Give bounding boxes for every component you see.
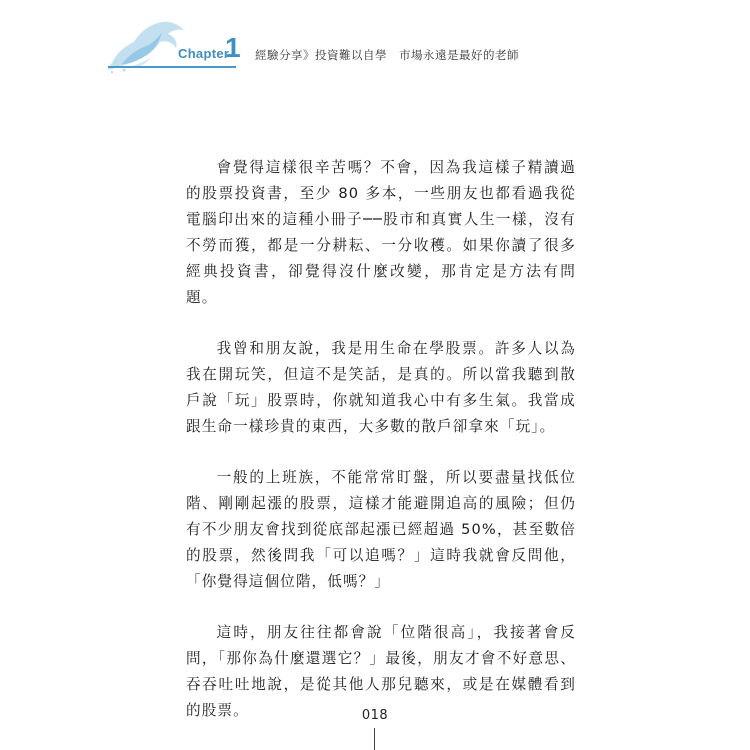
chapter-label: Chapter (178, 46, 230, 61)
paragraph: 會覺得這樣很辛苦嗎？不會，因為我這樣子精讀過的股票投資書，至少 80 多本，一些朋友也都看過我從電腦印出來的這種小冊子──股市和真實人生一樣，沒有不勞而獲，都是一分耕耘、一分收穫。如果你讀了很多經典投資書，卻覺得沒什麼改變，那肯定是方法有問題。 (186, 159, 576, 306)
paragraph: 這時，朋友往往都會說「位階很高」，我接著會反問，「那你為什麼還選它？」最後，朋友才會不好意思、吞吞吐吐地說，是從其他人那兒聽來，或是在媒體看到的股票。 (186, 624, 576, 719)
footer-divider (374, 728, 375, 750)
running-header-title: 經驗分享》投資難以自學 市場永遠是最好的老師 (255, 48, 519, 62)
paragraph: 一般的上班族，不能常常盯盤，所以要盡量找低位階、剛剛起漲的股票，這樣才能避開追高的風險；但仍有不少朋友會找到從底部起漲已經超過 50%，甚至數倍的股票，然後問我「可以追嗎？」這時我就會反問他，「你覺得這個位階，低嗎？」 (186, 469, 576, 590)
body-text (186, 155, 576, 749)
header-divider (108, 66, 236, 68)
paragraph: 我曾和朋友說，我是用生命在學股票。許多人以為我在開玩笑，但這不是笑話，是真的。所以當我聽到散戶說「玩」股票時，你就知道我心中有多生氣。我當成跟生命一樣珍貴的東西，大多數的散戶卻拿來「玩」。 (186, 340, 576, 435)
page-header (0, 0, 750, 80)
chapter-number: 1 (225, 32, 241, 63)
page-number: 018 (361, 708, 389, 723)
